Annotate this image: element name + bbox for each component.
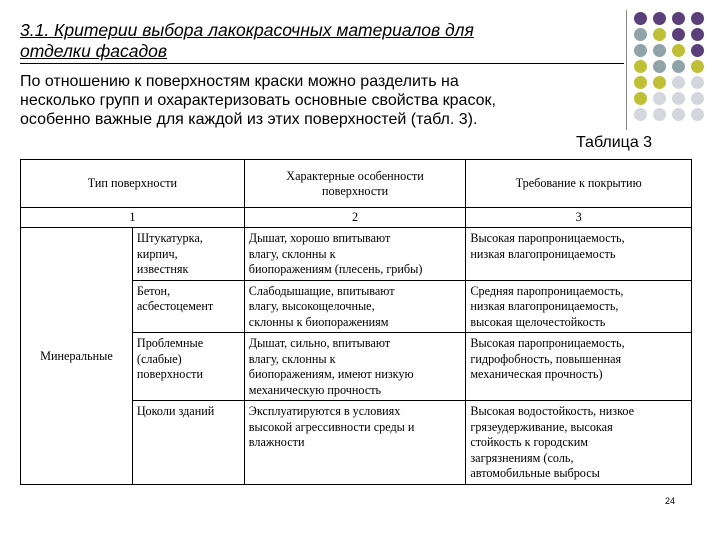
intro-paragraph: [20, 72, 620, 129]
title-line-1: 3.1. Критерии выбора лакокрасочных материалов для: [20, 20, 474, 40]
decorative-dot: [653, 76, 666, 89]
decorative-dot: [691, 44, 704, 57]
header-features-line-1: Характерные особенности: [286, 168, 424, 183]
decorative-dot: [672, 28, 685, 41]
intro-line-2: несколько групп и охарактеризовать основные свойства красок,: [20, 92, 496, 109]
decorative-dot: [634, 28, 647, 41]
column-number-1: 1: [21, 208, 245, 228]
table-row: [21, 228, 692, 281]
header-requirements: Требование к покрытию: [466, 160, 692, 208]
decorative-dot: [634, 12, 647, 25]
requirements-cell: Высокая паропроницаемость, гидрофобность, повышенная механическая прочность): [466, 333, 692, 401]
header-features-line-2: поверхности: [322, 184, 389, 198]
title-line-2: отделки фасадов: [20, 41, 168, 61]
decorative-dot: [634, 108, 647, 121]
decorative-dot: [691, 76, 704, 89]
group-cell-mineral: Минеральные: [21, 228, 133, 485]
decorative-dot: [691, 28, 704, 41]
page-title: [20, 20, 610, 62]
header-surface-type: Тип поверхности: [21, 160, 245, 208]
page-number: 24: [665, 496, 676, 506]
decorative-vertical-line: [626, 10, 627, 130]
requirements-cell: Средняя паропроницаемость, низкая влагопроницаемость, высокая щелочестойкость: [466, 280, 692, 333]
requirements-cell: Высокая водостойкость, низкое грязеудерживание, высокая стойкость к городским загрязнениям (соль, автомобильные выбросы: [466, 401, 692, 485]
decorative-dot: [634, 92, 647, 105]
decorative-dot: [653, 60, 666, 73]
decorative-dot: [653, 92, 666, 105]
decorative-dot: [691, 92, 704, 105]
surface-cell: Цоколи зданий: [132, 401, 244, 485]
intro-line-3: особенно важные для каждой из этих поверхностей (табл. 3).: [20, 111, 478, 128]
features-cell: Дышат, хорошо впитывают влагу, склонны к биопоражениям (плесень, грибы): [244, 228, 466, 281]
surface-cell: Проблемные (слабые) поверхности: [132, 333, 244, 401]
column-number-3: 3: [466, 208, 692, 228]
surface-cell: Штукатурка, кирпич, известняк: [132, 228, 244, 281]
column-number-2: 2: [244, 208, 466, 228]
intro-line-1: По отношению к поверхностям краски можно разделить на: [20, 73, 459, 90]
column-number-row: [21, 208, 692, 228]
decorative-dot: [691, 60, 704, 73]
decorative-dot: [653, 28, 666, 41]
header-surface-features: [244, 160, 466, 208]
decorative-dot: [653, 44, 666, 57]
table-header-row: [21, 160, 692, 208]
decorative-dot: [691, 108, 704, 121]
requirements-cell: Высокая паропроницаемость, низкая влагопроницаемость: [466, 228, 692, 281]
title-divider: [20, 63, 624, 64]
surface-cell: Бетон, асбестоцемент: [132, 280, 244, 333]
features-cell: Слабодышащие, впитывают влагу, высокощелочные, склонны к биопоражениям: [244, 280, 466, 333]
decorative-dot: [634, 44, 647, 57]
decorative-dot: [653, 108, 666, 121]
features-cell: Дышат, сильно, впитывают влагу, склонны к биопоражениям, имеют низкую механическую прочность: [244, 333, 466, 401]
decorative-dot: [672, 108, 685, 121]
decorative-dot: [653, 12, 666, 25]
decorative-dot: [634, 76, 647, 89]
decorative-dot: [672, 12, 685, 25]
decorative-dot: [691, 12, 704, 25]
decorative-dot: [672, 44, 685, 57]
decorative-dot: [672, 76, 685, 89]
features-cell: Эксплуатируются в условиях высокой агрессивности среды и влажности: [244, 401, 466, 485]
coatings-table: [20, 159, 692, 485]
table-caption: Таблица 3: [576, 134, 653, 151]
decorative-dot: [672, 92, 685, 105]
decorative-dot: [634, 60, 647, 73]
decorative-dot: [672, 60, 685, 73]
